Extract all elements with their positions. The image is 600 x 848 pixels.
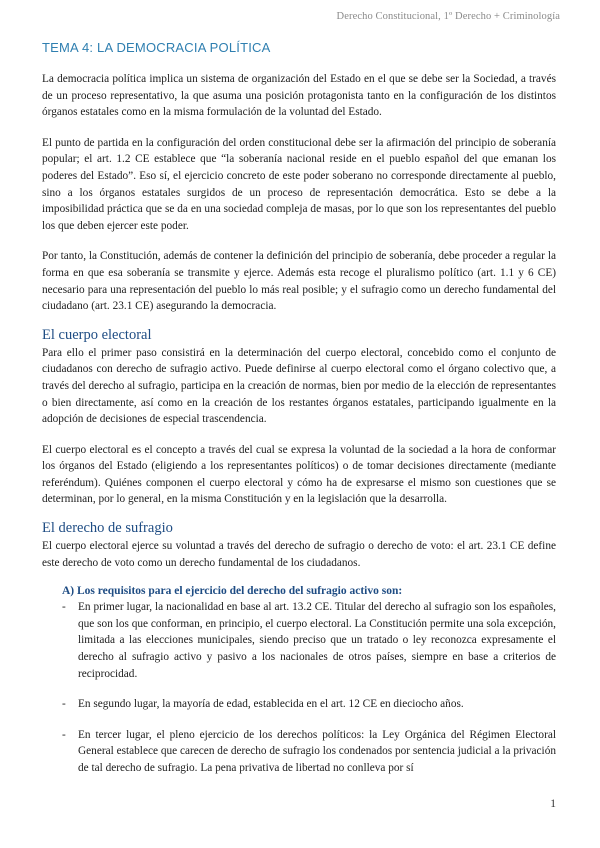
page-content [42,40,556,777]
page-number: 1 [550,798,556,810]
cuerpo-electoral-paragraph-1: Para ello el primer paso consistirá en la determinación del cuerpo electoral, concebido como el conjunto de ciudadanos con derecho de sufragio activo. Puede definirse al cuerpo electoral como el órgano colectivo que, a través del derecho al sufragio, participa en la creación de normas, bien por medio de la elección de representantes o bien directamente, así como en la creación de los restantes órganos estatales, participando igualmente en la adopción de decisiones de especial trascendencia. [42,346,556,426]
running-header: Derecho Constitucional, 1º Derecho + Criminología [336,11,560,22]
intro-paragraph-1: La democracia política implica un sistema de organización del Estado en el que se debe ser la Sociedad, a través de un proceso representativo, la que asuma una posición protagonista tanto en la configuración de los distintos órganos estatales como en la misma formulación de la voluntad del Estado. [42,73,556,119]
chapter-title: TEMA 4: LA DEMOCRACIA POLÍTICA [42,40,271,55]
section-heading-derecho-sufragio: El derecho de sufragio [42,520,173,537]
requirement-text: En primer lugar, la nacionalidad en base al art. 13.2 CE. Titular del derecho al sufragio son los españoles, que son los que conforman, en principio, el cuerpo electoral. La Constitución permite una sola excepción, limitada a las elecciones municipales, siendo preciso que un tratado o ley reconozca expresamente el derecho al sufragio activo y pasivo a los nacionales de otros países, siempre en base a criterios de reciprocidad. [78,601,556,680]
section-heading-cuerpo-electoral: El cuerpo electoral [42,326,152,343]
list-item [42,727,556,777]
dash-bullet: - [62,698,66,711]
requirements-list [42,599,556,776]
dash-bullet: - [62,601,66,614]
cuerpo-electoral-paragraph-2: El cuerpo electoral es el concepto a través del cual se expresa la voluntad de la sociedad a la hora de conformar los órganos del Estado (eligiendo a los representantes políticos) o de tomar decisiones directamente (mediante referéndum). Quiénes componen el cuerpo electoral y cómo ha de expresarse el mismo son cuestiones que se determinan, por lo general, en la misma Constitución y en la legislación que la desarrolla. [42,443,556,506]
requirements-heading: A) Los requisitos para el ejercicio del derecho del sufragio activo son: [62,585,403,598]
list-item [42,696,556,713]
requirement-text: En segundo lugar, la mayoría de edad, establecida en el art. 12 CE en dieciocho años. [78,698,464,711]
list-item [42,599,556,682]
intro-paragraph-3: Por tanto, la Constitución, además de contener la definición del principio de soberanía, debe proceder a regular la forma en que esa soberanía se transmite y ejerce. Además esta recoge el pluralismo político (art. 1.1 y 6 CE) necesario para una representación del pueblo lo más real posible; y el sufragio como un derecho fundamental del ciudadano (art. 23.1 CE) asegurando la democracia. [42,250,556,313]
intro-paragraph-2: El punto de partida en la configuración del orden constitucional debe ser la afirmación del principio de soberanía popular; el art. 1.2 CE establece que “la soberanía nacional reside en el pueblo español del que emanan los poderes del Estado”. Eso sí, el ejercicio concreto de este poder soberano no corresponde directamente al pueblo, sino a los órganos estatales surgidos de un proceso de representación democrática. Esto se debe a la imposibilidad práctica que se da en una sociedad compleja de masas, por lo que son los representantes del pueblo los que deben ejercer este poder. [42,136,556,232]
requirement-text: En tercer lugar, el pleno ejercicio de los derechos políticos: la Ley Orgánica del Régimen Electoral General establece que carecen de derecho de sufragio los condenados por sentencia judicial a la privación de tal derecho de sufragio. La pena privativa de libertad no conlleva por sí [78,728,556,774]
dash-bullet: - [62,728,66,741]
derecho-sufragio-paragraph-1: El cuerpo electoral ejerce su voluntad a través del derecho de sufragio o derecho de voto: el art. 23.1 CE define este derecho de voto como un derecho fundamental de los ciudadanos. [42,540,556,569]
